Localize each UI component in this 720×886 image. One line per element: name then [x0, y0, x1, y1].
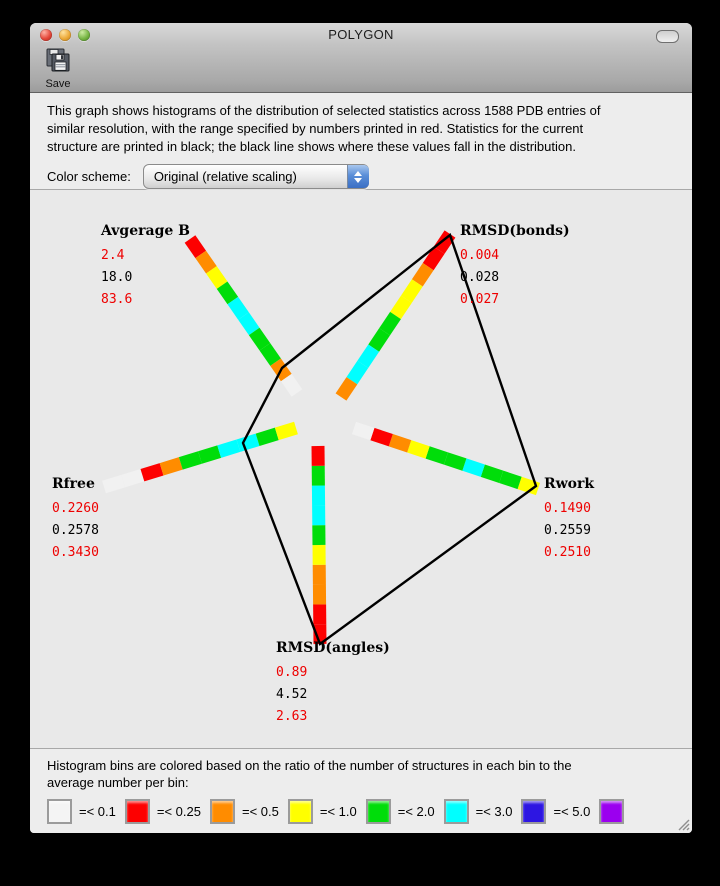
histogram-segment-cyan — [352, 364, 363, 380]
legend-swatch — [125, 799, 150, 824]
histogram-segment-yellow — [211, 270, 222, 285]
footer-line-2: average number per bin: — [47, 775, 189, 790]
color-scheme-dropdown[interactable] — [143, 164, 369, 189]
legend-swatch — [599, 799, 624, 824]
footer-line-1: Histogram bins are colored based on the ratio of the number of structures in each bin to the — [47, 758, 572, 773]
histogram-segment-orange — [417, 267, 428, 283]
histogram-segment-orange — [201, 254, 212, 269]
histogram-segment-cyan — [219, 446, 238, 452]
legend-swatch — [444, 799, 469, 824]
histogram-segment-green — [265, 347, 276, 362]
axis-bar-rmsd-bonds — [341, 234, 450, 397]
description-line-2: similar resolution, with the range specified by numbers printed in red. Statistics for the current — [47, 121, 584, 136]
save-button[interactable] — [45, 48, 71, 90]
histogram-segment-cyan — [464, 465, 482, 471]
toolbar-toggle-button[interactable] — [656, 30, 679, 43]
axis-min-value-rmsd-bonds: 0.004 — [460, 248, 500, 263]
histogram-segment-green — [374, 332, 385, 348]
histogram-segment-red — [142, 469, 161, 475]
axis-label-avgerage-b: Avgerage B — [101, 223, 190, 239]
polygon-plot — [30, 190, 692, 749]
histogram-segment-yellow — [406, 283, 417, 299]
legend-label: =< 5.0 — [553, 804, 591, 819]
legend-label: =< 0.1 — [79, 804, 116, 819]
legend-swatch — [288, 799, 313, 824]
histogram-segment-orange — [341, 381, 352, 397]
axis-bar-rwork — [354, 428, 538, 489]
axis-current-value-rmsd-angles: 4.52 — [276, 687, 308, 702]
axis-current-value-avgerage-b: 18.0 — [101, 270, 133, 285]
histogram-segment-orange — [162, 463, 181, 469]
toolbar — [30, 47, 692, 93]
axis-label-rfree: Rfree — [52, 476, 95, 492]
axis-max-value-rwork: 0.2510 — [544, 545, 591, 560]
legend-label: =< 0.5 — [241, 804, 279, 819]
color-scheme-value: Original (relative scaling) — [153, 168, 297, 184]
histogram-segment-green — [446, 459, 464, 465]
save-floppy-icon — [45, 48, 71, 77]
histogram-segment-cyan — [363, 348, 374, 364]
legend-panel — [30, 749, 692, 833]
histogram-segment-green — [254, 331, 265, 346]
histogram-segment-orange — [391, 440, 409, 446]
histogram-segment-red — [428, 250, 439, 266]
histogram-segment-white — [104, 481, 123, 487]
axis-label-rwork: Rwork — [544, 476, 595, 492]
window-title: POLYGON — [328, 27, 394, 42]
axis-max-value-avgerage-b: 83.6 — [101, 292, 133, 307]
axis-max-value-rmsd-angles: 2.63 — [276, 709, 308, 724]
histogram-segment-green — [222, 285, 233, 300]
histogram-segment-red — [372, 434, 390, 440]
histogram-segment-green — [385, 316, 396, 332]
legend-label: =< 2.0 — [397, 804, 435, 819]
histogram-segment-green — [258, 434, 277, 440]
histogram-segment-green — [501, 477, 519, 483]
histogram-segment-cyan — [244, 316, 255, 331]
histogram-segment-red — [190, 239, 201, 254]
axis-min-value-avgerage-b: 2.4 — [101, 248, 125, 263]
window-chrome — [30, 23, 692, 93]
legend-swatch — [47, 799, 72, 824]
histogram-segment-cyan — [238, 440, 257, 446]
histogram-segment-green — [181, 458, 200, 464]
histogram-segment-green — [428, 452, 446, 458]
legend-row — [47, 799, 676, 824]
legend-swatch — [366, 799, 391, 824]
legend-label: =< 3.0 — [475, 804, 513, 819]
axis-bar-rfree — [104, 428, 296, 487]
histogram-segment-white — [123, 475, 142, 481]
histogram-segment-cyan — [233, 301, 244, 316]
axis-bar-rmsd-angles — [318, 446, 320, 644]
save-button-label: Save — [45, 78, 71, 90]
axis-current-value-rfree: 0.2578 — [52, 523, 99, 538]
polygon-window — [30, 23, 692, 833]
axis-label-rmsd-angles: RMSD(angles) — [276, 640, 390, 656]
histogram-segment-yellow — [396, 299, 407, 315]
histogram-segment-yellow — [277, 428, 296, 434]
axis-min-value-rwork: 0.1490 — [544, 501, 591, 516]
resize-grip[interactable] — [675, 816, 690, 831]
description-panel — [30, 93, 692, 190]
axis-current-value-rmsd-bonds: 0.028 — [460, 270, 500, 285]
color-scheme-label: Color scheme: — [47, 168, 131, 184]
histogram-segment-yellow — [409, 446, 427, 452]
legend-label: =< 1.0 — [319, 804, 357, 819]
axis-label-rmsd-bonds: RMSD(bonds) — [460, 223, 570, 239]
histogram-segment-green — [200, 452, 219, 458]
legend-swatch — [210, 799, 235, 824]
histogram-segment-white — [354, 428, 372, 434]
histogram-segment-white — [286, 378, 297, 393]
axis-current-value-rwork: 0.2559 — [544, 523, 591, 538]
titlebar[interactable] — [30, 23, 692, 47]
legend-label: =< 0.25 — [156, 804, 201, 819]
histogram-segment-green — [483, 471, 501, 477]
axis-min-value-rmsd-angles: 0.89 — [276, 665, 308, 680]
popup-arrows-icon — [347, 165, 369, 188]
axis-min-value-rfree: 0.2260 — [52, 501, 99, 516]
legend-swatch — [521, 799, 546, 824]
axis-max-value-rfree: 0.3430 — [52, 545, 99, 560]
description-line-3: structure are printed in black; the black line shows where these values fall in the distribution. — [47, 139, 576, 154]
axis-max-value-rmsd-bonds: 0.027 — [460, 292, 500, 307]
description-line-1: This graph shows histograms of the distribution of selected statistics across 1588 PDB entries of — [47, 103, 601, 118]
